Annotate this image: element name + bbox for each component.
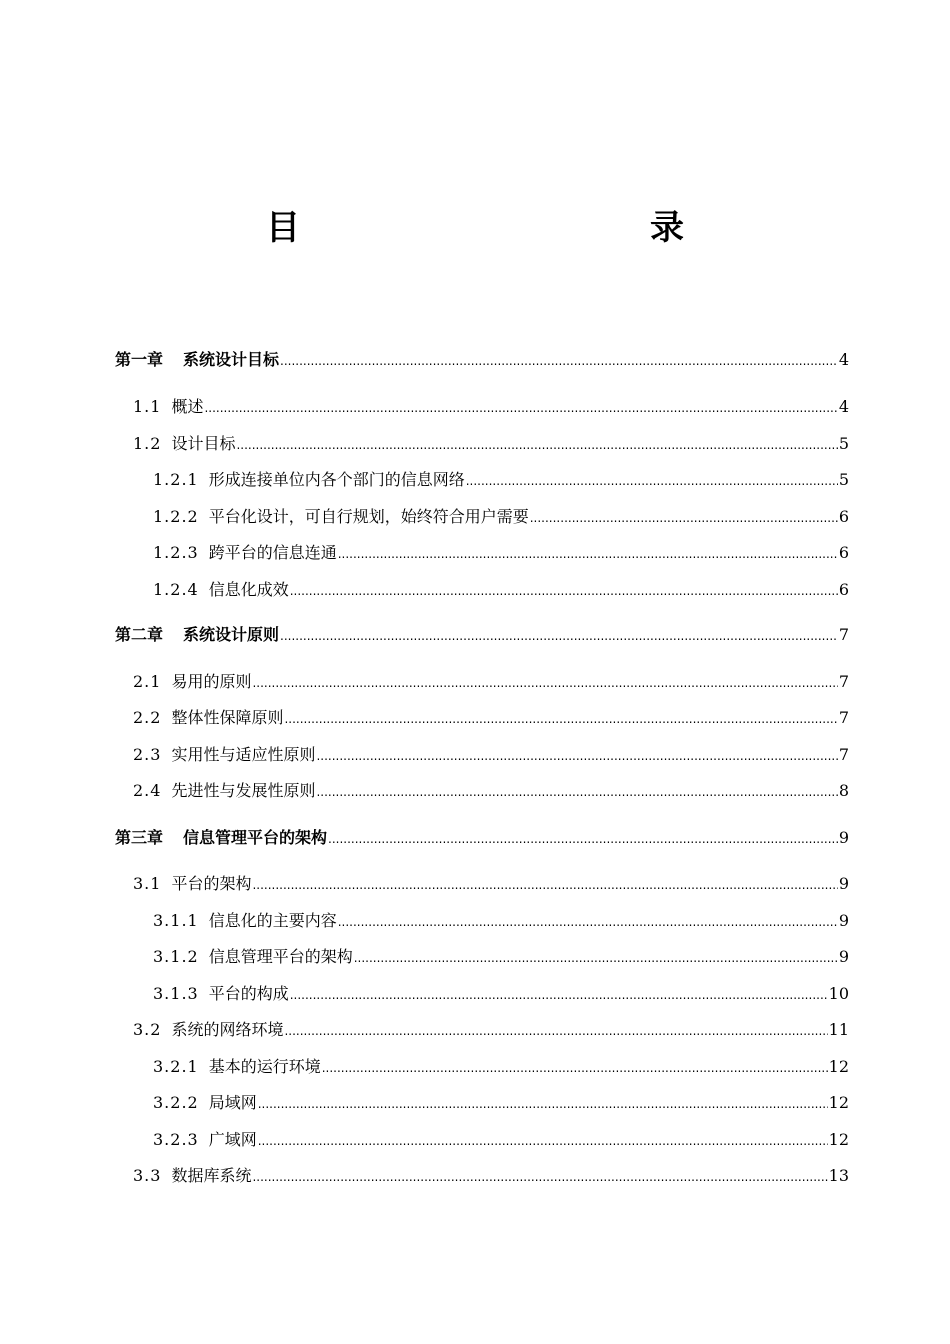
toc-entry-number: 1.2.4	[153, 580, 199, 599]
toc-entry[interactable]	[133, 871, 849, 894]
dot-leader	[252, 676, 837, 690]
toc-entry-number: 第三章	[115, 828, 164, 847]
toc-entry-number: 3.2	[133, 1020, 162, 1039]
toc-entry-title: 平台的构成	[208, 984, 289, 1003]
dot-leader	[280, 354, 838, 368]
dot-leader	[252, 1170, 827, 1184]
page-title: 目 录	[266, 208, 778, 248]
toc-entry[interactable]	[133, 1163, 849, 1186]
toc-entry-title: 平台的架构	[171, 874, 252, 893]
toc-entry-title: 信息化成效	[208, 580, 289, 599]
toc-entry-number: 3.1.3	[153, 984, 199, 1003]
toc-entry[interactable]	[133, 669, 849, 692]
toc-entry-title: 平台化设计，可自行规划，始终符合用户需要	[208, 507, 529, 526]
toc-entry[interactable]	[153, 1054, 849, 1077]
toc-chapter-entry[interactable]	[115, 347, 849, 370]
toc-entry-number: 3.1	[133, 874, 162, 893]
toc-page-number: 11	[828, 1020, 849, 1039]
dot-leader	[236, 438, 837, 452]
toc-entry[interactable]	[153, 577, 849, 600]
toc-page-number: 9	[838, 828, 849, 847]
toc-chapter-entry[interactable]	[115, 622, 849, 645]
toc-entry[interactable]	[153, 944, 849, 967]
toc-entry-number: 1.2	[133, 434, 162, 453]
toc-entry-number: 3.1.2	[153, 947, 199, 966]
toc-page-number: 7	[838, 672, 849, 691]
toc-entry[interactable]	[133, 705, 849, 728]
toc-entry[interactable]	[133, 431, 849, 454]
toc-entry[interactable]	[153, 1127, 849, 1150]
toc-entry-number: 1.2.1	[153, 470, 199, 489]
toc-page-number: 10	[828, 984, 849, 1003]
dot-leader	[354, 951, 838, 965]
toc-entry-title: 设计目标	[171, 434, 236, 453]
toc-entry-number: 3.3	[133, 1166, 162, 1185]
toc-entry-number: 第一章	[115, 350, 164, 369]
toc-entry-number: 2.2	[133, 708, 162, 727]
toc-entry-title: 系统的网络环境	[171, 1020, 284, 1039]
toc-page-number: 5	[838, 434, 849, 453]
dot-leader	[252, 878, 837, 892]
toc-entry-title: 广域网	[208, 1130, 257, 1149]
toc-page-number: 9	[838, 911, 849, 930]
toc-page-number: 9	[838, 947, 849, 966]
toc-entry-title: 形成连接单位内各个部门的信息网络	[208, 470, 465, 489]
dot-leader	[338, 547, 838, 561]
toc-entry-title: 系统设计目标	[183, 350, 280, 369]
toc-entry[interactable]	[133, 394, 849, 417]
toc-entry[interactable]	[153, 504, 849, 527]
toc-entry-number: 2.4	[133, 781, 162, 800]
toc-entry-title: 实用性与适应性原则	[171, 745, 316, 764]
toc-entry-number: 3.2.3	[153, 1130, 199, 1149]
toc-entry-number: 1.1	[133, 397, 162, 416]
toc-entry-number: 2.3	[133, 745, 162, 764]
toc-entry-title: 信息化的主要内容	[208, 911, 337, 930]
toc-entry-title: 跨平台的信息连通	[208, 543, 337, 562]
toc-page-number: 4	[838, 350, 849, 369]
dot-leader	[258, 1134, 828, 1148]
toc-page-number: 4	[838, 397, 849, 416]
toc-page-number: 7	[838, 745, 849, 764]
toc-entry-title: 基本的运行环境	[208, 1057, 321, 1076]
toc-page-number: 7	[838, 708, 849, 727]
toc-entry[interactable]	[153, 981, 849, 1004]
toc-page-number: 9	[838, 874, 849, 893]
toc-entry-title: 数据库系统	[171, 1166, 252, 1185]
dot-leader	[280, 629, 838, 643]
toc-page-number: 6	[838, 507, 849, 526]
toc-entry[interactable]	[133, 1017, 849, 1040]
toc-entry-number: 3.1.1	[153, 911, 199, 930]
dot-leader	[328, 832, 838, 846]
toc-entry-title: 整体性保障原则	[171, 708, 284, 727]
dot-leader	[284, 1024, 827, 1038]
toc-entry-title: 概述	[171, 397, 204, 416]
dot-leader	[290, 988, 828, 1002]
toc-entry-title: 先进性与发展性原则	[171, 781, 316, 800]
toc-entry[interactable]	[153, 908, 849, 931]
toc-entry-number: 第二章	[115, 625, 164, 644]
toc-entry-title: 信息管理平台的架构	[208, 947, 353, 966]
toc-page-number: 12	[828, 1130, 849, 1149]
toc-entry-number: 2.1	[133, 672, 162, 691]
toc-page-number: 12	[828, 1093, 849, 1112]
toc-page-number: 6	[838, 580, 849, 599]
dot-leader	[204, 401, 837, 415]
dot-leader	[316, 785, 837, 799]
dot-leader	[258, 1097, 828, 1111]
toc-entry-number: 1.2.2	[153, 507, 199, 526]
dot-leader	[322, 1061, 828, 1075]
toc-entry-number: 3.2.2	[153, 1093, 199, 1112]
toc-page-number: 8	[838, 781, 849, 800]
dot-leader	[290, 584, 838, 598]
toc-entry[interactable]	[133, 778, 849, 801]
toc-page-number: 7	[838, 625, 849, 644]
toc-entry[interactable]	[153, 467, 849, 490]
toc-entry-title: 系统设计原则	[183, 625, 280, 644]
toc-entry-title: 信息管理平台的架构	[183, 828, 328, 847]
dot-leader	[284, 712, 837, 726]
toc-entry-title: 局域网	[208, 1093, 257, 1112]
dot-leader	[316, 749, 837, 763]
toc-page-number: 5	[838, 470, 849, 489]
toc-chapter-entry[interactable]	[115, 825, 849, 848]
toc-page-number: 6	[838, 543, 849, 562]
toc-page-number: 13	[828, 1166, 849, 1185]
toc-page-number: 12	[828, 1057, 849, 1076]
toc-entry[interactable]	[133, 742, 849, 765]
dot-leader	[466, 474, 838, 488]
dot-leader	[530, 511, 838, 525]
toc-entry-number: 1.2.3	[153, 543, 199, 562]
toc-entry[interactable]	[153, 540, 849, 563]
dot-leader	[338, 915, 838, 929]
toc-entry[interactable]	[153, 1090, 849, 1113]
toc-entry-title: 易用的原则	[171, 672, 252, 691]
toc-entry-number: 3.2.1	[153, 1057, 199, 1076]
